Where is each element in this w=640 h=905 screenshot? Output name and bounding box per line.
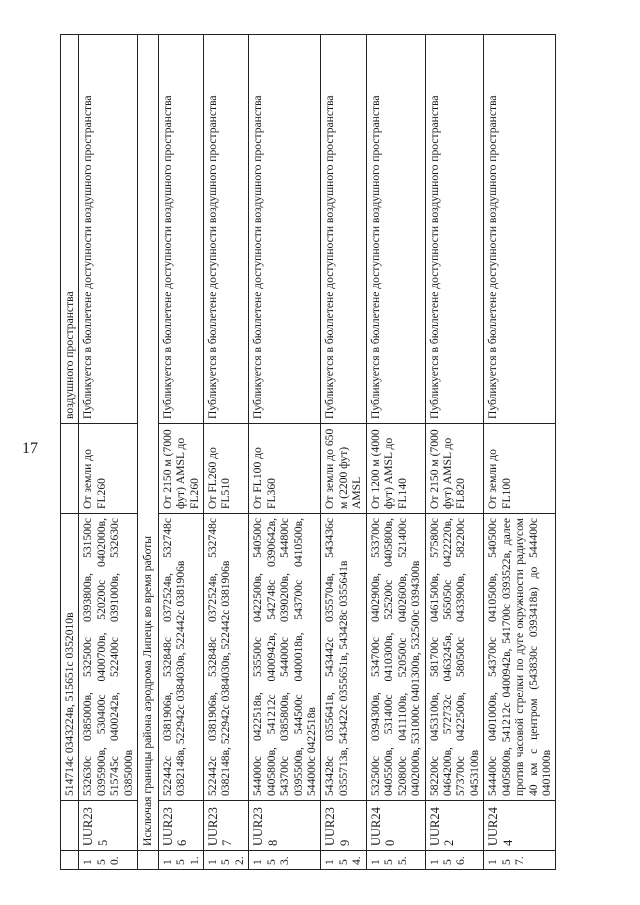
vertical-limits-cell: От земли до 650 м (2200 фут) AMSL <box>321 424 366 514</box>
table-row <box>158 35 203 870</box>
table-body-rows-top <box>79 35 138 870</box>
vertical-limits-cell: От FL260 до FL510 <box>203 424 248 514</box>
row-number-cell: 154. <box>321 851 366 870</box>
table-body-top <box>61 35 79 870</box>
remarks-cell: Публикуется в бюллетене доступности воздушного пространства <box>484 35 556 424</box>
vertical-limits-cell: От земли до FL260 <box>79 424 138 514</box>
area-code-cell: UUR236 <box>158 801 203 851</box>
area-code-cell: UUR235 <box>79 801 138 851</box>
row-number-cell <box>61 851 79 870</box>
row-number-cell: 151. <box>158 851 203 870</box>
remarks-cell: Публикуется в бюллетене доступности воздушного пространства <box>425 35 484 424</box>
area-code-cell: UUR240 <box>366 801 425 851</box>
row-number-cell: 152. <box>203 851 248 870</box>
table-row-continuation <box>61 35 79 870</box>
coordinates-cell: 582200с 0453100в, 581700с 0461500в, 575800с 0464200в, 572732с 0463245в, 565050с 0422220в, 573700с 0422500в, 580500с 0433900в, 582200с 0453100в <box>425 514 484 801</box>
restricted-areas-table <box>60 34 556 870</box>
vertical-limits-cell: От FL100 до FL360 <box>249 424 321 514</box>
table-row <box>249 35 321 870</box>
area-code-cell: UUR237 <box>203 801 248 851</box>
table-row <box>366 35 425 870</box>
coordinates-cell: 522442с 0381906в, 532848с 0372524в, 532748с 0382148в, 522942с 0384030в, 522442с 0381906в <box>203 514 248 801</box>
coordinates-cell: 544400с 0401000в, 543700с 0410500в, 540500с 0405800в, 541212с 0400942в, 541700с 0393522в, далее против часовой стрелки по дуге окружности радиусом 40 км с центром (543830с 0393418в) до 544400с 0401000в <box>484 514 556 801</box>
area-code-cell: UUR239 <box>321 801 366 851</box>
remarks-cell: Публикуется в бюллетене доступности воздушного пространства <box>366 35 425 424</box>
row-number-cell: 156. <box>425 851 484 870</box>
table-row <box>79 35 138 870</box>
vertical-limits-cell: От земли до FL100 <box>484 424 556 514</box>
coordinates-cell: 532500с 0394300в, 534700с 0402900в, 533700с 0405500в, 531400с 0410300в, 525200с 0405800в, 520800с 0411100в, 520500с 0402600в, 521400с 0402000в, 531000с 0401300в, 532500с 0394300в <box>366 514 425 801</box>
page-number: 17 <box>22 440 38 457</box>
table-body-section <box>138 35 158 870</box>
remarks-cell: воздушного пространства <box>61 35 79 424</box>
row-number-cell: 150. <box>79 851 138 870</box>
vertical-limits-cell: От 2150 м (7000 фут) AMSL до FL820 <box>425 424 484 514</box>
remarks-cell: Публикуется в бюллетене доступности воздушного пространства <box>249 35 321 424</box>
table-row <box>484 35 556 870</box>
table-row <box>203 35 248 870</box>
table-row <box>425 35 484 870</box>
area-code-cell <box>61 801 79 851</box>
remarks-cell: Публикуется в бюллетене доступности воздушного пространства <box>158 35 203 424</box>
area-code-cell: UUR238 <box>249 801 321 851</box>
remarks-cell: Публикуется в бюллетене доступности воздушного пространства <box>321 35 366 424</box>
coordinates-cell: 514714с 0343224в, 515651с 0352010в <box>61 514 79 801</box>
vertical-limits-cell <box>61 424 79 514</box>
row-number-cell: 155. <box>366 851 425 870</box>
vertical-limits-cell: От 1200 м (4000 фут) AMSL до FL140 <box>366 424 425 514</box>
row-number-cell: 153. <box>249 851 321 870</box>
vertical-limits-cell: От 2150 м (7000 фут) AMSL до FL260 <box>158 424 203 514</box>
coordinates-cell: 543428с 0355641в, 543442с 0355704в, 543436с 0355713в, 543422с 0355651в, 543428с 0355641в <box>321 514 366 801</box>
coordinates-cell: 544000с 0422518в, 535500с 0422500в, 540500с 0405800в, 541212с 0400942в, 542748с 0390642в, 543700с 0385800в, 544000с 0390200в, 544800с 0395500в, 544500с 0400018в, 543700с 0410500в, 544000с 0422518в <box>249 514 321 801</box>
coordinates-cell: 532630с 0385000в, 532500с 0393800в, 531500с 0395900в, 530400с 0400700в, 520200с 0402000в, 515745с 0400242в, 522400с 0391000в, 532630с 0385000в <box>79 514 138 801</box>
remarks-cell: Публикуется в бюллетене доступности воздушного пространства <box>79 35 138 424</box>
table-body-rows-bottom <box>158 35 556 870</box>
coordinates-cell: 522442с 0381906в, 532848с 0372524в, 532748с 0382148в, 522942с 0384030в, 522442с 0381906в <box>158 514 203 801</box>
row-number-cell <box>138 851 158 870</box>
section-note: Исключая границы района аэродрома Липецк во время работы <box>138 35 158 851</box>
area-code-cell: UUR244 <box>484 801 556 851</box>
rotated-page-content <box>60 35 630 870</box>
area-code-cell: UUR242 <box>425 801 484 851</box>
remarks-cell: Публикуется в бюллетене доступности воздушного пространства <box>203 35 248 424</box>
row-number-cell: 157. <box>484 851 556 870</box>
table-row <box>321 35 366 870</box>
section-row <box>138 35 158 870</box>
